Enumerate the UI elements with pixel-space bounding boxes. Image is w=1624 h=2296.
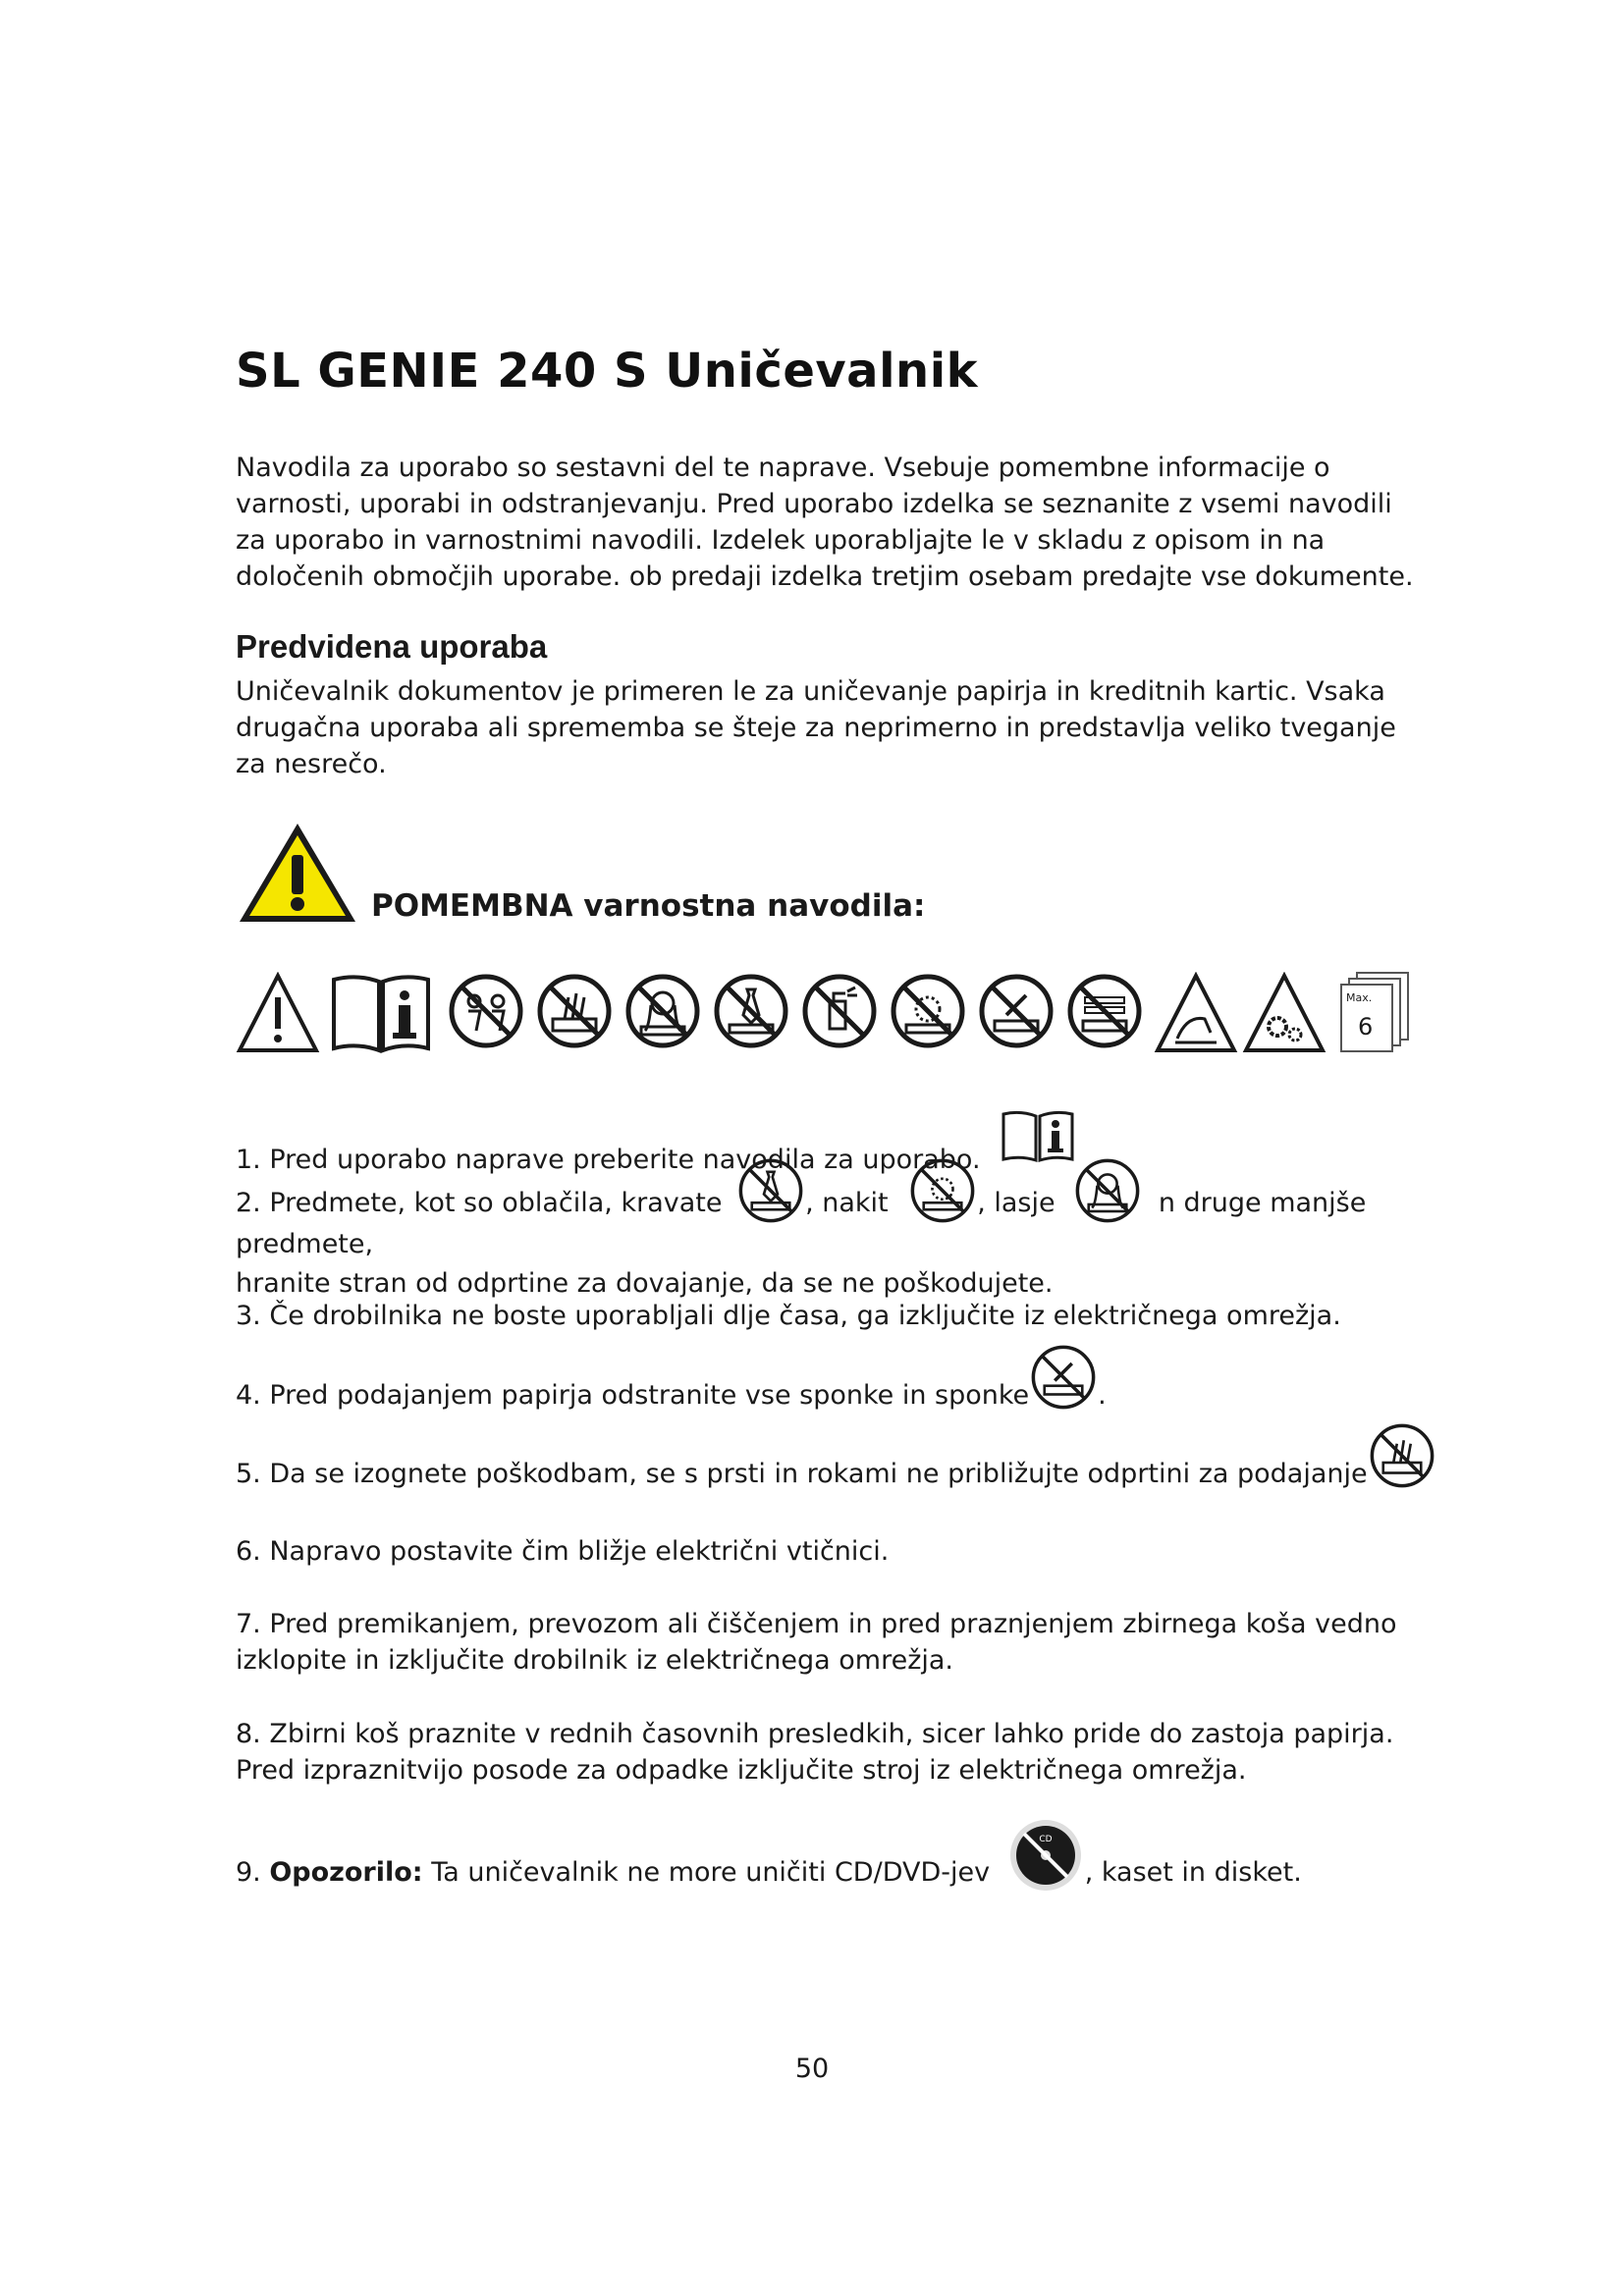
no-jewelry-icon	[889, 972, 967, 1050]
no-cd-icon	[1006, 1816, 1085, 1895]
cd-label: CD	[1039, 1835, 1053, 1844]
list-item	[236, 1606, 1414, 1679]
item-2-text-c: , lasje	[977, 1188, 1056, 1218]
list-item	[236, 1421, 1443, 1492]
item-6-text: 6. Napravo postavite čim bližje električni vtičnici.	[236, 1536, 890, 1567]
no-staples-icon	[977, 972, 1056, 1050]
max-label: Max.	[1346, 991, 1373, 1004]
list-item	[236, 1533, 1443, 1570]
no-tie-icon	[712, 972, 790, 1050]
item-9-text-b: , kaset in disket.	[1084, 1857, 1302, 1888]
item-7-text: 7. Pred premikanjem, prevozom ali čiščenjem in pred praznjenjem zbirnega koša vedno izklopite in izključite drobilnik iz električnega omrežja.	[236, 1609, 1397, 1676]
read-manual-icon	[330, 972, 432, 1054]
item-9-text-a: Ta uničevalnik ne more uničiti CD/DVD-jev	[422, 1857, 991, 1888]
item-3-text: 3. Če drobilnika ne boste uporabljali dlje časa, ga izključite iz električnega omrežja.	[236, 1301, 1341, 1331]
item-1-text: 1. Pred uporabo naprave preberite navodila za uporabo.	[236, 1145, 981, 1175]
no-jewelry-icon	[908, 1156, 977, 1225]
item-9-prefix: 9.	[236, 1857, 270, 1888]
no-hands-icon	[1368, 1421, 1436, 1490]
page-number: 50	[794, 2054, 830, 2084]
warning-heading: POMEMBNA varnostna navodila:	[371, 888, 926, 924]
no-hair-icon	[1073, 1156, 1142, 1225]
hand-hazard-icon	[1154, 972, 1238, 1054]
intro-paragraph: Navodila za uporabo so sestavni del te naprave. Vsebuje pomembne informacije o varnosti, uporabi in odstranjevanju. Pred uporabo izdelka se seznanite z vsemi navodili za uporabo in varnostnimi navodili. Izdelek uporabljajte le v skladu z opisom in na določenih območjih uporabe. ob predaji izdelka tretjim osebam predajte vse dokumente.	[236, 453, 1414, 592]
item-4-text-b: .	[1098, 1380, 1107, 1411]
caution-icon	[236, 972, 320, 1054]
item-9-warning-label: Opozorilo:	[269, 1857, 423, 1888]
section-paragraph: Uničevalnik dokumentov je primeren le za uničevanje papirja in kreditnih kartic. Vsaka drugačna uporaba ali sprememba se šteje za neprimerno in predstavlja veliko tveganje za nesrečo.	[236, 676, 1396, 779]
list-item	[236, 1816, 1443, 1895]
warning-header	[236, 820, 926, 928]
list-item	[236, 1343, 1443, 1414]
no-hands-icon	[535, 972, 614, 1050]
no-hair-icon	[623, 972, 702, 1050]
item-8-text: 8. Zbirni koš praznite v rednih časovnih presledkih, sicer lahko pride do zastoja papirja. Pred izpraznitvijo posode za odpadke izključite stroj iz električnega omrežja.	[236, 1719, 1394, 1786]
list-item	[236, 1716, 1414, 1789]
no-spray-icon	[800, 972, 879, 1050]
gear-hazard-icon	[1242, 972, 1326, 1054]
no-children-icon	[447, 972, 525, 1050]
warning-triangle-icon	[236, 820, 359, 928]
item-2-text-e: hranite stran od odprtine za dovajanje, da se ne poškodujete.	[236, 1268, 1054, 1299]
item-4-text-a: 4. Pred podajanjem papirja odstranite vse sponke in sponke	[236, 1380, 1030, 1411]
item-2-text-d: n druge manjše predmete,	[236, 1188, 1367, 1259]
max-value: 6	[1358, 1013, 1374, 1041]
list-item	[236, 1156, 1443, 1304]
item-2-text-b: , nakit	[805, 1188, 889, 1218]
max-sheets-icon	[1340, 972, 1409, 1050]
list-item	[236, 1298, 1443, 1334]
section-heading: Predvidena uporaba	[236, 628, 548, 665]
no-staples-icon	[1029, 1343, 1098, 1412]
page-title: SL GENIE 240 S Uničevalnik	[236, 344, 979, 399]
safety-icon-strip	[236, 972, 1414, 1060]
item-2-text-a: 2. Predmete, kot so oblačila, kravate	[236, 1188, 723, 1218]
item-5-text: 5. Da se izognete poškodbam, se s prsti in rokami ne približujte odprtini za podajanje	[236, 1459, 1368, 1489]
no-paper-overload-icon	[1065, 972, 1144, 1050]
no-tie-icon	[736, 1156, 805, 1225]
